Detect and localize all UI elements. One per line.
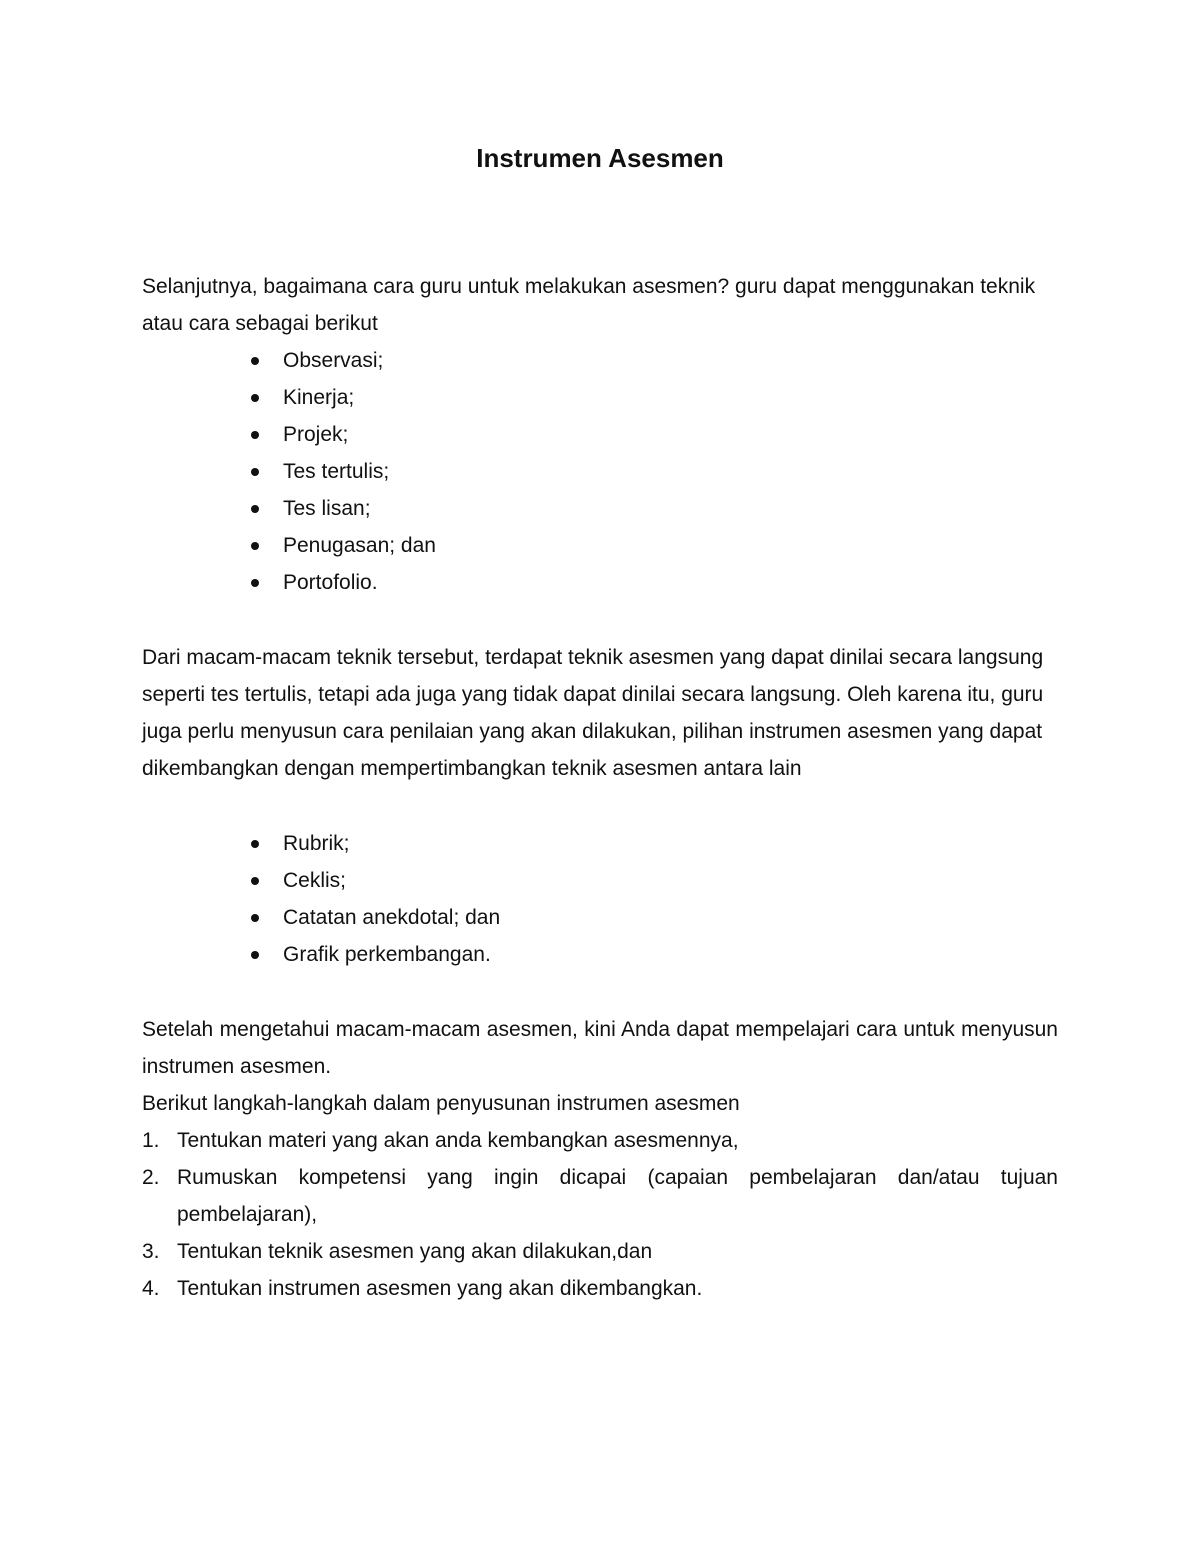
steps-section [142, 1011, 1058, 1307]
bullet-icon [251, 505, 259, 513]
list-item [248, 490, 1058, 527]
second-paragraph: Dari macam-macam teknik tersebut, terdapat teknik asesmen yang dapat dinilai secara langsung seperti tes tertulis, tetapi ada juga yang tidak dapat dinilai secara langsung. Oleh karena itu, guru juga perlu menyusun cara penilaian yang akan dilakukan, pilihan instrumen asesmen yang dapat dikembangkan dengan mempertimbangkan teknik asesmen antara lain [142, 646, 1044, 780]
step-number: 2. [142, 1166, 160, 1189]
list-item-label: Rubrik; [283, 832, 350, 855]
bullet-icon [251, 579, 259, 587]
step-item [142, 1159, 1058, 1233]
list-item [248, 342, 1058, 379]
list-item [248, 416, 1058, 453]
step-text: Tentukan teknik asesmen yang akan dilakukan,dan [177, 1240, 653, 1263]
bullet-icon [251, 877, 259, 885]
bullet-icon [251, 357, 259, 365]
bullet-icon [251, 914, 259, 922]
step-number: 4. [142, 1277, 160, 1300]
list-item [248, 564, 1058, 601]
list-item-label: Grafik perkembangan. [283, 943, 491, 966]
bullet-icon [251, 468, 259, 476]
step-text: Tentukan instrumen asesmen yang akan dikembangkan. [177, 1277, 703, 1300]
list-item-label: Projek; [283, 423, 349, 446]
step-text: Tentukan materi yang akan anda kembangkan asesmennya, [177, 1129, 739, 1152]
list-item-label: Tes tertulis; [283, 460, 390, 483]
list-item-label: Observasi; [283, 349, 384, 372]
third-paragraph: Setelah mengetahui macam-macam asesmen, kini Anda dapat mempelajari cara untuk menyusun instrumen asesmen. [142, 1018, 1058, 1078]
bullet-icon [251, 394, 259, 402]
step-item [142, 1270, 1058, 1307]
list-item [248, 527, 1058, 564]
list-item [248, 936, 1058, 973]
list-item [248, 862, 1058, 899]
step-item [142, 1233, 1058, 1270]
bullet-icon [251, 840, 259, 848]
step-item [142, 1122, 1058, 1159]
instruments-list-container [142, 825, 1058, 973]
list-item-label: Ceklis; [283, 869, 347, 892]
list-item [248, 899, 1058, 936]
list-item [248, 379, 1058, 416]
steps-list [142, 1122, 1058, 1307]
list-item-label: Portofolio. [283, 571, 378, 594]
list-item-label: Catatan anekdotal; dan [283, 906, 501, 929]
instruments-list [142, 825, 1058, 973]
step-number: 1. [142, 1129, 160, 1152]
techniques-list-container [142, 342, 1058, 601]
page-title: Instrumen Asesmen [476, 143, 724, 173]
list-item [248, 825, 1058, 862]
techniques-list [142, 342, 1058, 601]
step-number: 3. [142, 1240, 160, 1263]
list-item-label: Tes lisan; [283, 497, 371, 520]
step-text: Rumuskan kompetensi yang ingin dicapai (capaian pembelajaran dan/atau tujuan pembelajaran), [177, 1166, 1058, 1226]
list-item-label: Penugasan; dan [283, 534, 436, 557]
bullet-icon [251, 542, 259, 550]
steps-intro: Berikut langkah-langkah dalam penyusunan instrumen asesmen [142, 1092, 740, 1115]
list-item [248, 453, 1058, 490]
list-item-label: Kinerja; [283, 386, 355, 409]
intro-paragraph: Selanjutnya, bagaimana cara guru untuk melakukan asesmen? guru dapat menggunakan teknik atau cara sebagai berikut [142, 275, 1036, 335]
bullet-icon [251, 951, 259, 959]
bullet-icon [251, 431, 259, 439]
